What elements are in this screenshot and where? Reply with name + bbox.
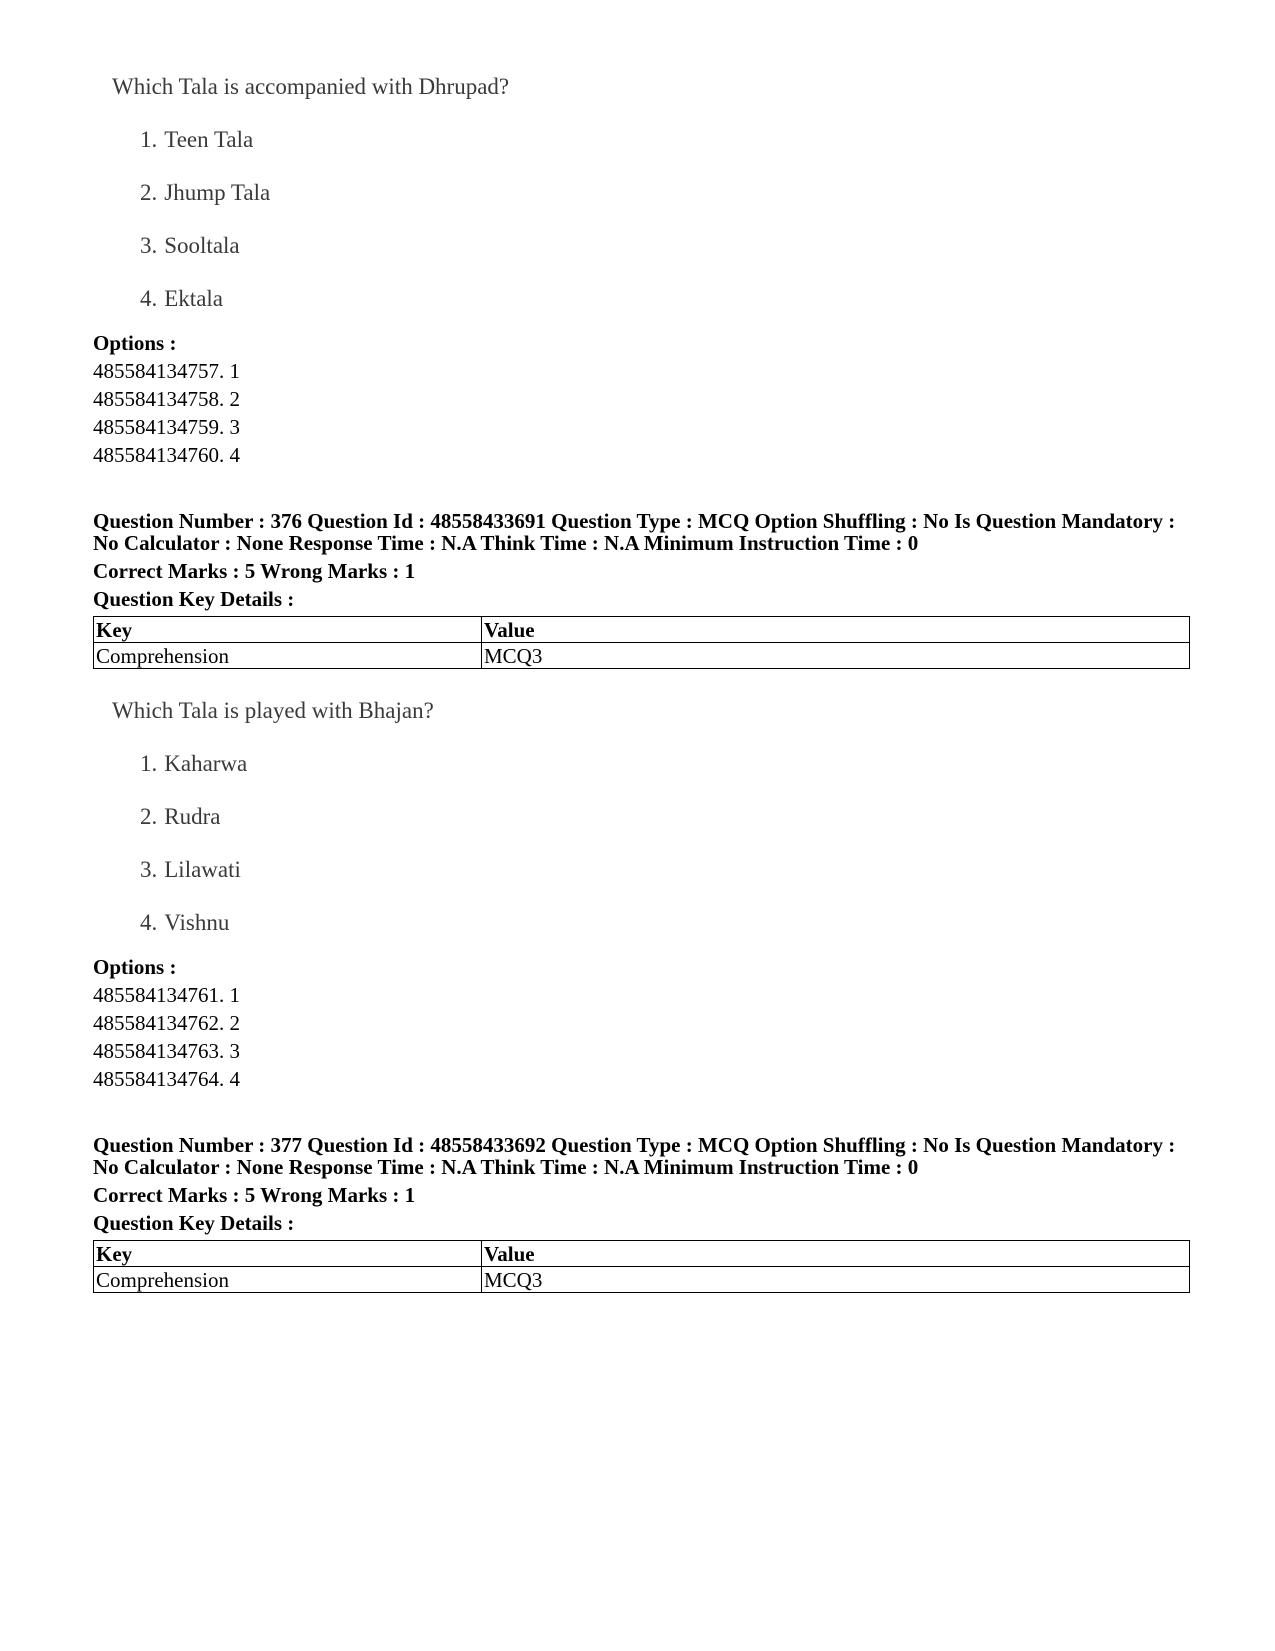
question-stem: Which Tala is played with Bhajan? [112,698,434,723]
table-row [94,1267,1190,1293]
choice-number: 2. [140,180,158,205]
choice-number: 1. [140,127,158,152]
option-id: 485584134763. 3 [93,1039,240,1063]
value-header: Value [482,1241,1190,1267]
options-label: Options : [93,331,177,355]
choice-text: Vishnu [164,910,230,935]
question-header-line2: No Calculator : None Response Time : N.A Think Time : N.A Minimum Instruction Time : 0 [93,531,919,555]
marks-line: Correct Marks : 5 Wrong Marks : 1 [93,559,416,583]
question-choice [140,286,223,312]
option-id: 485584134762. 2 [93,1011,240,1035]
choice-number: 3. [140,857,158,882]
question-choice [140,751,247,777]
choice-text: Sooltala [164,233,240,258]
key-details-label: Question Key Details : [93,587,295,611]
option-id: 485584134761. 1 [93,983,240,1007]
choice-text: Rudra [164,804,221,829]
key-header: Key [94,1241,482,1267]
key-cell: Comprehension [94,1267,482,1293]
key-details-label: Question Key Details : [93,1211,295,1235]
marks-line: Correct Marks : 5 Wrong Marks : 1 [93,1183,416,1207]
choice-number: 2. [140,804,158,829]
table-header-row [94,1241,1190,1267]
key-cell: Comprehension [94,643,482,669]
table-row [94,643,1190,669]
options-label: Options : [93,955,177,979]
choice-text: Teen Tala [164,127,254,152]
question-choice [140,910,229,936]
option-id: 485584134757. 1 [93,359,240,383]
choice-text: Lilawati [164,857,241,882]
key-value-table [93,1240,1190,1293]
question-header-line2: No Calculator : None Response Time : N.A Think Time : N.A Minimum Instruction Time : 0 [93,1155,919,1179]
choice-number: 4. [140,910,158,935]
question-choice [140,180,270,206]
question-header-line1: Question Number : 376 Question Id : 48558433691 Question Type : MCQ Option Shuffling : No Is Question Mandatory : [93,509,1176,533]
option-id: 485584134760. 4 [93,443,240,467]
option-id: 485584134759. 3 [93,415,240,439]
value-cell: MCQ3 [482,1267,1190,1293]
question-stem: Which Tala is accompanied with Dhrupad? [112,74,510,99]
choice-number: 1. [140,751,158,776]
value-header: Value [482,617,1190,643]
question-choice [140,857,241,883]
question-choice [140,233,240,259]
choice-number: 4. [140,286,158,311]
key-header: Key [94,617,482,643]
key-value-table [93,616,1190,669]
question-choice [140,804,220,830]
table-header-row [94,617,1190,643]
choice-text: Kaharwa [164,751,248,776]
option-id: 485584134758. 2 [93,387,240,411]
value-cell: MCQ3 [482,643,1190,669]
question-choice [140,127,253,153]
choice-text: Ektala [164,286,223,311]
option-id: 485584134764. 4 [93,1067,240,1091]
question-header-line1: Question Number : 377 Question Id : 48558433692 Question Type : MCQ Option Shuffling : No Is Question Mandatory : [93,1133,1176,1157]
choice-number: 3. [140,233,158,258]
choice-text: Jhump Tala [164,180,271,205]
